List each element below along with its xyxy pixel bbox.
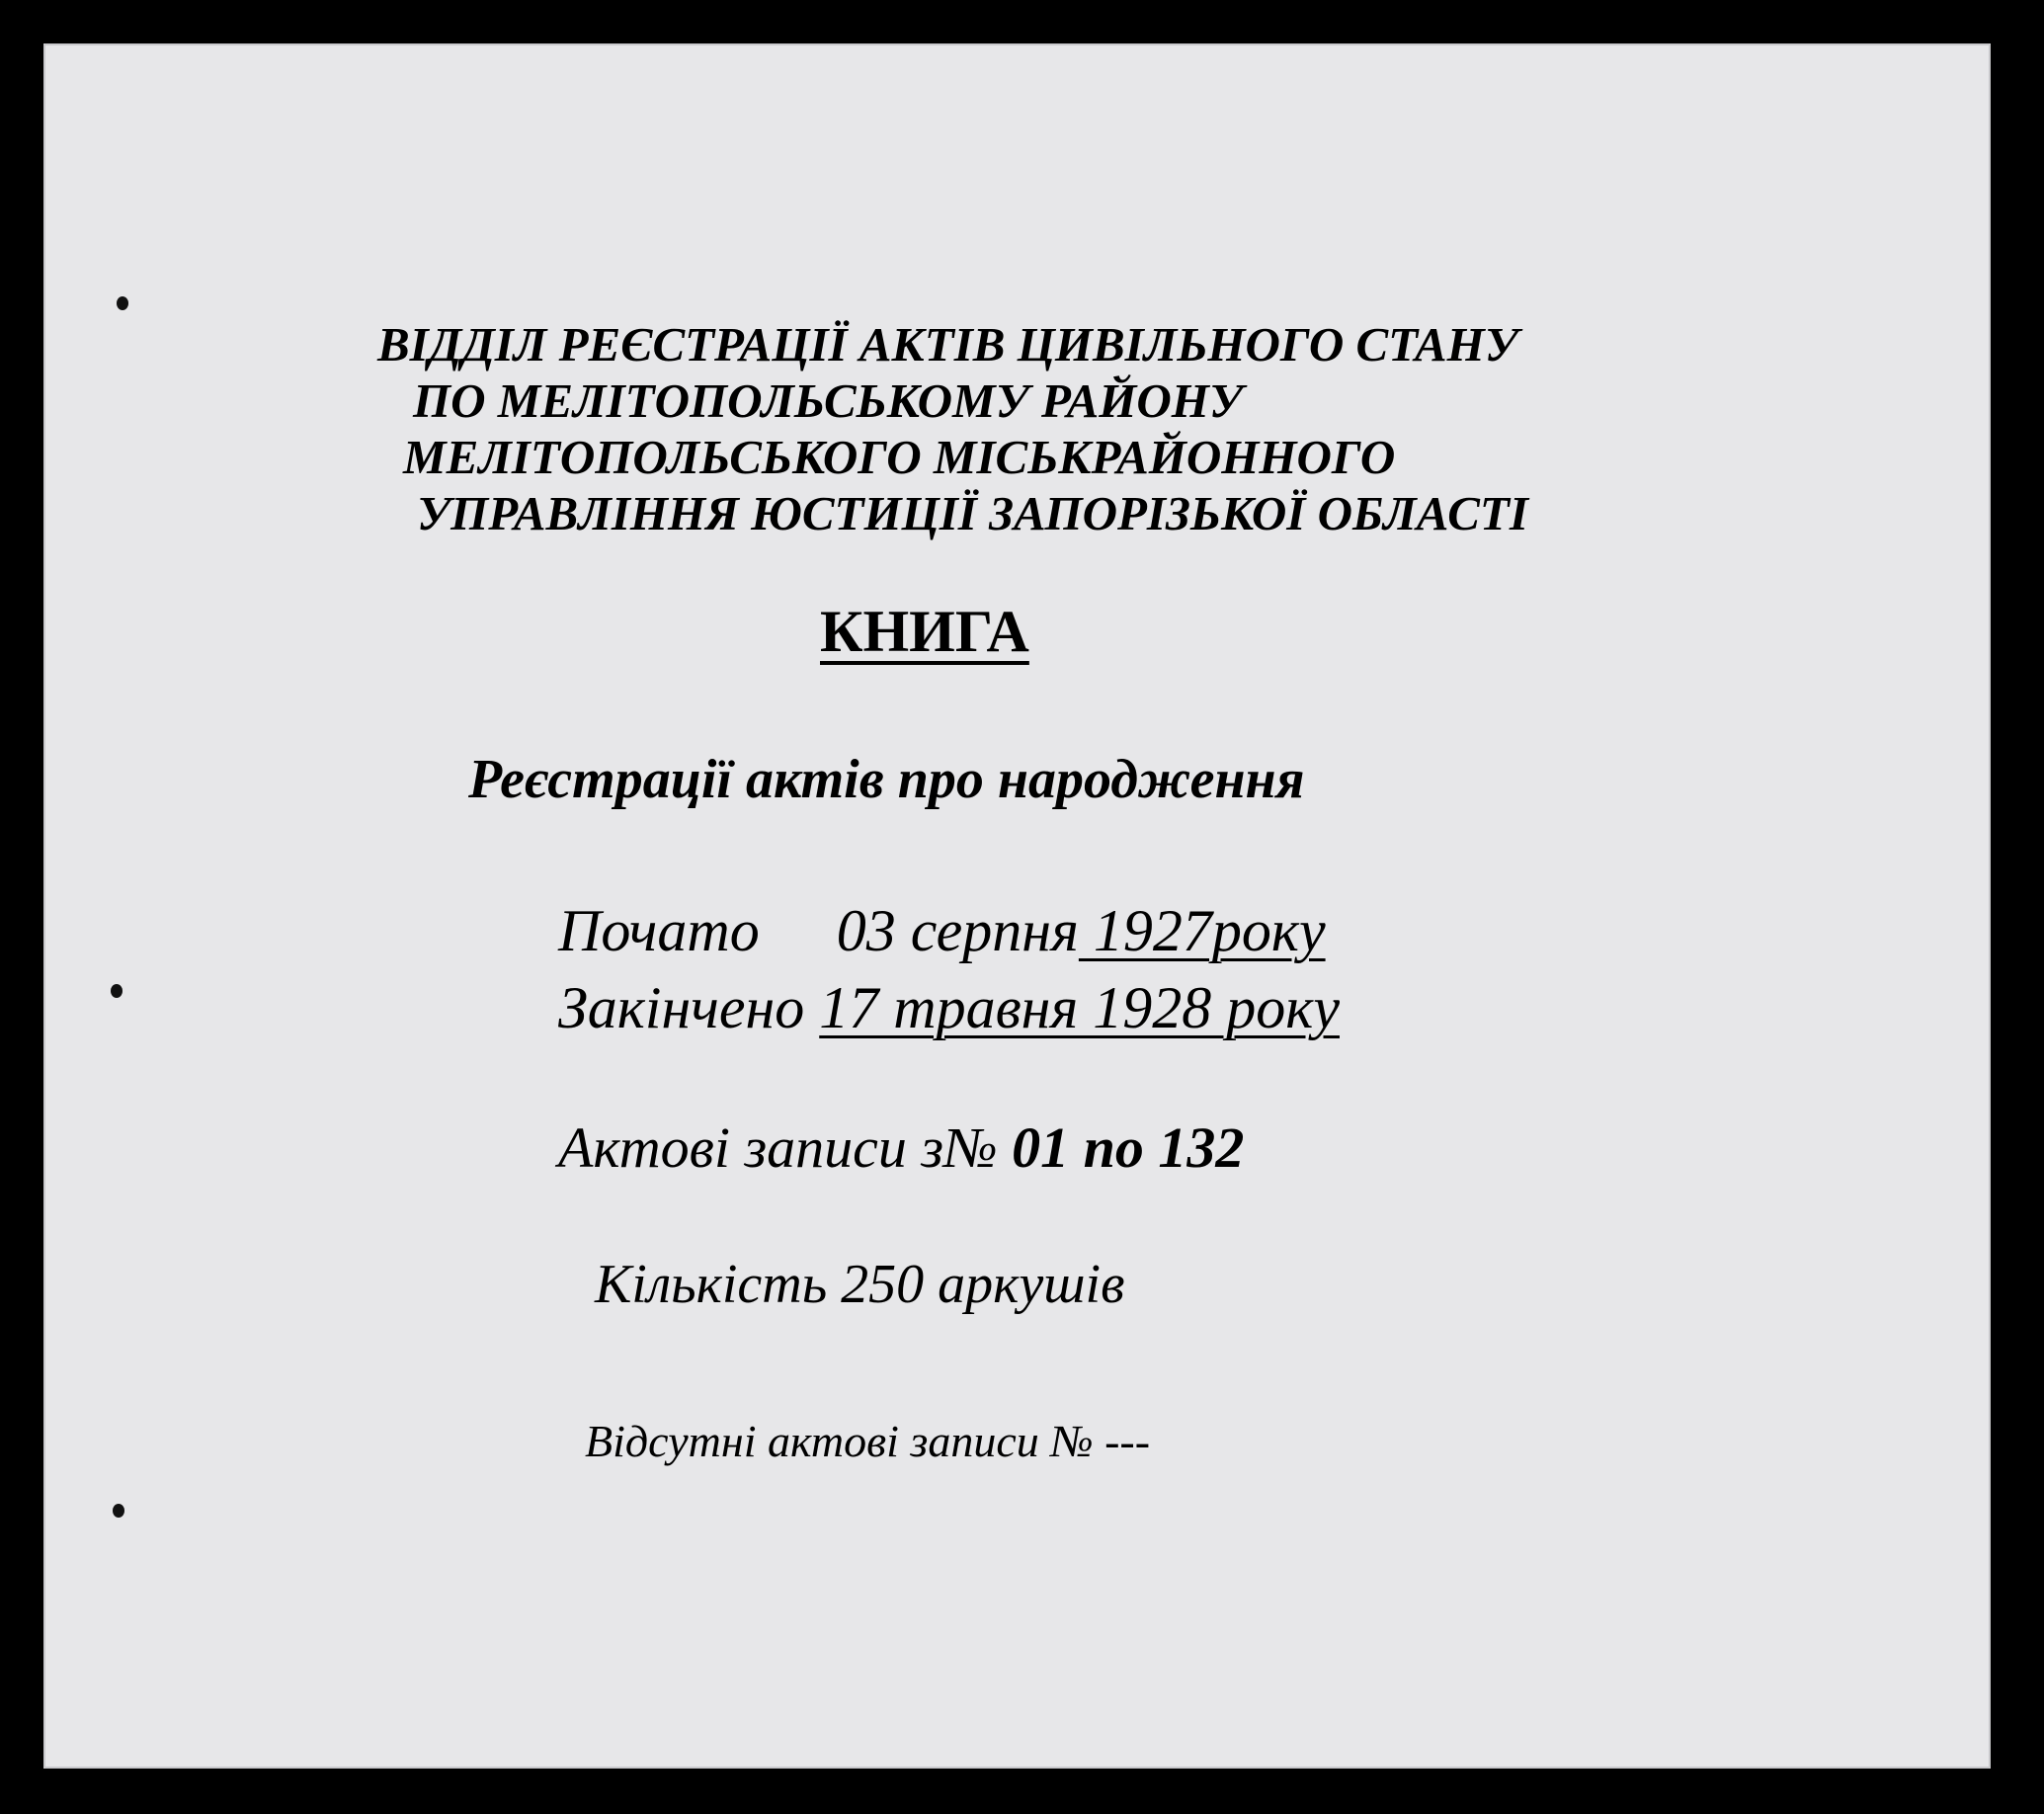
header-line-2: ПО МЕЛІТОПОЛЬСЬКОМУ РАЙОНУ — [413, 373, 1243, 428]
book-title: КНИГА — [820, 599, 1029, 664]
finished-label: Закінчено — [558, 975, 805, 1040]
header-line-1: ВІДДІЛ РЕЄСТРАЦІЇ АКТІВ ЦИВІЛЬНОГО СТАНУ — [377, 317, 1518, 371]
header-line-4: УПРАВЛІННЯ ЮСТИЦІЇ ЗАПОРІЗЬКОЇ ОБЛАСТІ — [417, 486, 1528, 540]
records-prefix: Актові записи з№ — [558, 1115, 998, 1180]
book-subtitle: Реєстрації актів про народження — [468, 749, 1305, 810]
binding-hole-bottom — [113, 1504, 124, 1518]
records-range-value: 01 по 132 — [997, 1115, 1245, 1180]
sheet-count: Кількість 250 аркушів — [595, 1254, 1125, 1315]
missing-records: Відсутні актові записи № --- — [585, 1416, 1151, 1466]
finished-value: 17 травня 1928 року — [819, 975, 1340, 1040]
started-value: 03 серпня — [836, 898, 1079, 963]
started-date — [558, 898, 1326, 963]
started-label: Почато — [558, 898, 760, 963]
started-year: 1927року — [1078, 898, 1326, 963]
binding-hole-top — [117, 296, 128, 310]
document-page — [43, 43, 1991, 1769]
header-line-3: МЕЛІТОПОЛЬСЬКОГО МІСЬКРАЙОННОГО — [403, 430, 1396, 484]
records-range — [558, 1115, 1245, 1180]
finished-date — [558, 975, 1340, 1040]
binding-hole-middle — [111, 984, 123, 998]
